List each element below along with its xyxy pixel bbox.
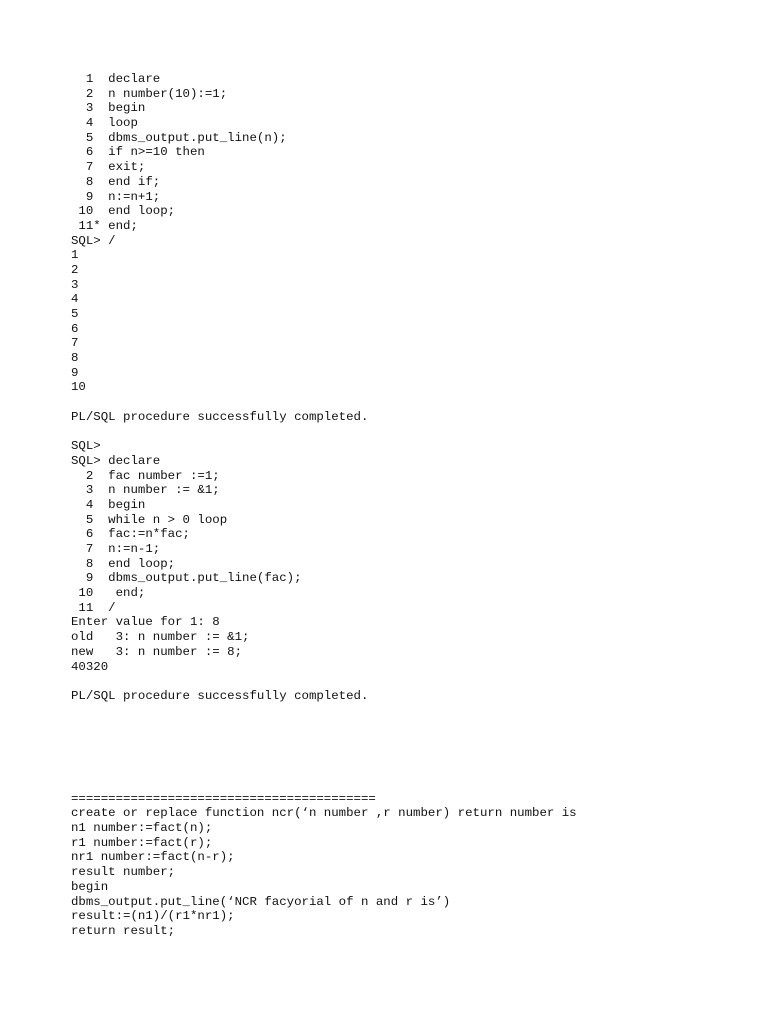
code-line: 9 n:=n+1; [71, 189, 161, 204]
output-line: 7 [71, 336, 79, 351]
code-line: 10 end; [71, 586, 146, 601]
code-line: 1 declare [71, 72, 161, 86]
code-line: 9 dbms_output.put_line(fac); [71, 571, 302, 586]
code-line: 7 n:=n-1; [71, 542, 161, 556]
code-line: 5 dbms_output.put_line(n); [71, 130, 287, 145]
code-line: 4 loop [71, 116, 138, 131]
code-line: 10 end loop; [71, 204, 176, 219]
separator-line: ========================================= [71, 791, 376, 806]
code-line: 11* end; [71, 218, 138, 233]
blank-line [71, 425, 748, 440]
code-line: return result; [71, 923, 176, 938]
blank-line [71, 748, 748, 763]
code-line: result number; [71, 865, 176, 880]
code-line: nr1 number:=fact(n-r); [71, 850, 235, 865]
output-line: 3 [71, 277, 79, 292]
sql-prompt-line: SQL> / [71, 233, 116, 248]
output-line: 10 [71, 380, 86, 395]
code-line: 7 exit; [71, 160, 146, 175]
document-page [71, 72, 748, 939]
code-line: 6 if n>=10 then [71, 145, 205, 160]
sql-prompt-line: SQL> [71, 439, 101, 454]
output-line: 6 [71, 321, 79, 336]
blank-line [71, 762, 748, 777]
status-message: PL/SQL procedure successfully completed. [71, 688, 369, 703]
output-line: 4 [71, 292, 79, 307]
sql-prompt-line: SQL> declare [71, 453, 161, 468]
code-line: 8 end loop; [71, 556, 176, 571]
output-line: 40320 [71, 659, 109, 674]
blank-line [71, 777, 748, 792]
blank-line [71, 704, 748, 719]
blank-line [71, 733, 748, 748]
code-line: 5 while n > 0 loop [71, 512, 228, 527]
blank-line [71, 674, 748, 689]
code-line: dbms_output.put_line(‘NCR facyorial of n and r is’) [71, 894, 451, 909]
output-line: 2 [71, 262, 79, 277]
code-line: 8 end if; [71, 174, 161, 189]
code-line: n1 number:=fact(n); [71, 821, 213, 836]
code-line: 3 n number := &1; [71, 483, 220, 498]
code-line: 3 begin [71, 101, 146, 116]
code-line: r1 number:=fact(r); [71, 835, 213, 850]
code-line: result:=(n1)/(r1*nr1); [71, 909, 235, 924]
input-prompt-line: Enter value for 1: 8 [71, 615, 220, 630]
output-line: 5 [71, 307, 79, 321]
status-message: PL/SQL procedure successfully completed. [71, 409, 369, 424]
code-line: 2 fac number :=1; [71, 468, 220, 483]
output-line: 1 [71, 248, 79, 263]
blank-line [71, 395, 748, 410]
code-line: 4 begin [71, 497, 146, 512]
code-line: 6 fac:=n*fac; [71, 527, 190, 542]
substitution-old-line: old 3: n number := &1; [71, 630, 250, 645]
code-line: begin [71, 879, 109, 894]
code-line: 2 n number(10):=1; [71, 86, 228, 101]
output-line: 8 [71, 351, 79, 366]
substitution-new-line: new 3: n number := 8; [71, 644, 243, 659]
blank-line [71, 718, 748, 733]
code-line: create or replace function ncr(‘n number ,r number) return number is [71, 806, 577, 821]
output-line: 9 [71, 365, 79, 380]
code-line: 11 / [71, 600, 116, 615]
